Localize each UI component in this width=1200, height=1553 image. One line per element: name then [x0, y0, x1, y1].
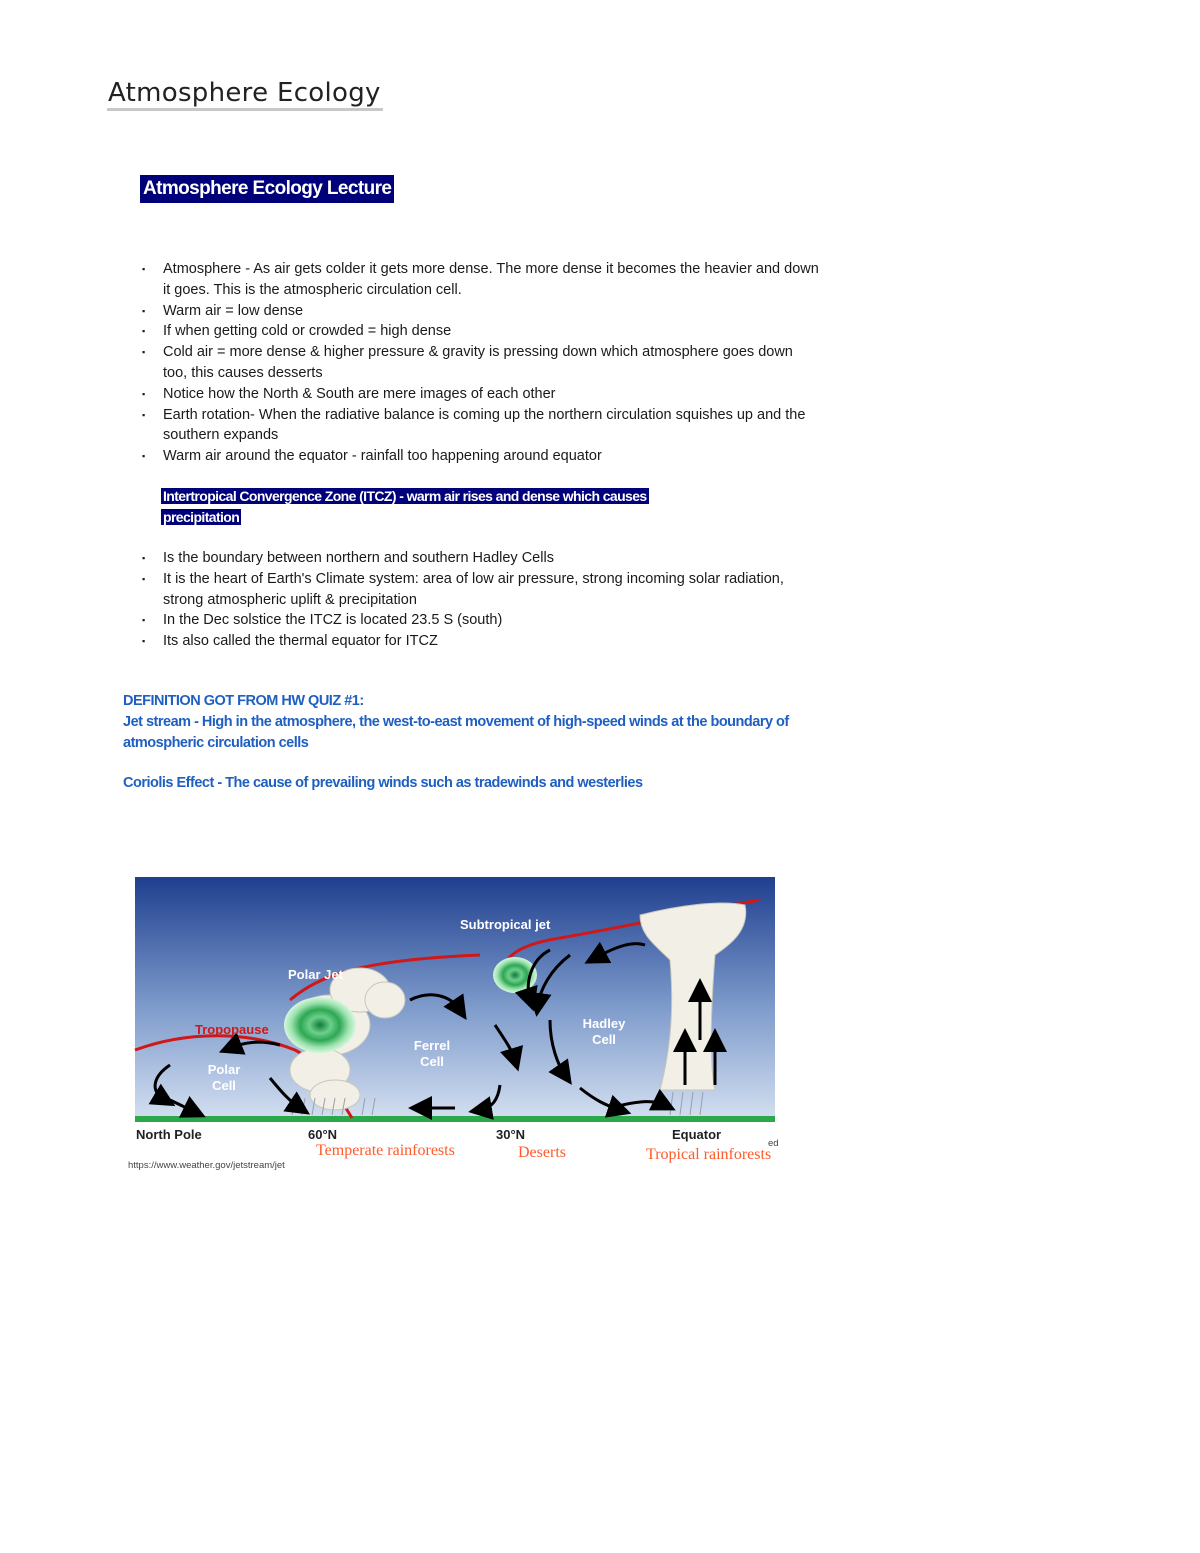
list-item: ▪ Is the boundary between northern and southern Hadley Cells — [140, 548, 820, 569]
label-hadley-cell: Hadley Cell — [582, 1016, 626, 1047]
list-item: ▪ In the Dec solstice the ITCZ is located 23.5 S (south) — [140, 610, 820, 631]
label-deserts: Deserts — [518, 1144, 566, 1161]
label-subtropical-jet: Subtropical jet — [460, 917, 551, 932]
list-item: ▪ Cold air = more dense & higher pressure & gravity is pressing down which atmosphere goes down too, this causes desserts — [140, 342, 820, 384]
ground-strip — [135, 1116, 775, 1122]
list-item: ▪ Its also called the thermal equator for ITCZ — [140, 631, 820, 652]
label-north-pole: North Pole — [136, 1127, 202, 1142]
page-title: Atmosphere Ecology — [108, 78, 381, 108]
lecture-heading: Atmosphere Ecology Lecture — [140, 175, 394, 203]
atmospheric-circulation-diagram — [120, 850, 790, 1180]
label-60n: 60°N — [308, 1127, 338, 1142]
list-item: ▪ Warm air = low dense — [140, 301, 820, 322]
list-item: ▪ It is the heart of Earth's Climate system: area of low air pressure, strong incoming solar radiation, strong atmospheric uplift & precipitation — [140, 569, 820, 611]
bullet-list-atmosphere — [140, 259, 820, 467]
label-polar-jet: Polar Jet — [288, 967, 343, 982]
list-item: ▪ If when getting cold or crowded = high dense — [140, 321, 820, 342]
label-corner-mark: ed — [768, 1138, 779, 1149]
definition-jet-stream: Jet stream - High in the atmosphere, the west-to-east movement of high-speed winds at the boundary of atmospheric circulation cells — [123, 714, 789, 751]
label-equator: Equator — [672, 1127, 722, 1142]
label-polar-cell: Polar Cell — [207, 1062, 241, 1093]
bullet-list-itcz — [140, 548, 820, 652]
definition-coriolis: Coriolis Effect - The cause of prevailing winds such as tradewinds and westerlies — [123, 775, 643, 791]
label-temperate-rainforests: Temperate rainforests — [316, 1142, 455, 1159]
label-tropopause: Tropopause — [195, 1022, 269, 1037]
label-tropical-rainforests: Tropical rainforests — [646, 1146, 772, 1163]
list-item: ▪ Notice how the North & South are mere images of each other — [140, 384, 820, 405]
list-item: ▪ Warm air around the equator - rainfall too happening around equator — [140, 446, 820, 467]
definition-title: DEFINITION GOT FROM HW QUIZ #1: — [123, 693, 364, 709]
list-item: ▪ Atmosphere - As air gets colder it gets more dense. The more dense it becomes the heavier and down it goes. This is the atmospheric circulation cell. — [140, 259, 820, 301]
list-item: ▪ Earth rotation- When the radiative balance is coming up the northern circulation squishes up and the southern expands — [140, 405, 820, 447]
itcz-heading-text: Intertropical Convergence Zone (ITCZ) - warm air rises and dense which causes precipitation — [163, 488, 647, 525]
title-underline — [107, 108, 383, 111]
label-30n: 30°N — [496, 1127, 526, 1142]
label-ferrel-cell: Ferrel Cell — [413, 1038, 451, 1069]
polar-jet-core — [284, 997, 356, 1053]
itcz-heading — [161, 486, 723, 528]
label-source-url: https://www.weather.gov/jetstream/jet — [128, 1160, 285, 1171]
